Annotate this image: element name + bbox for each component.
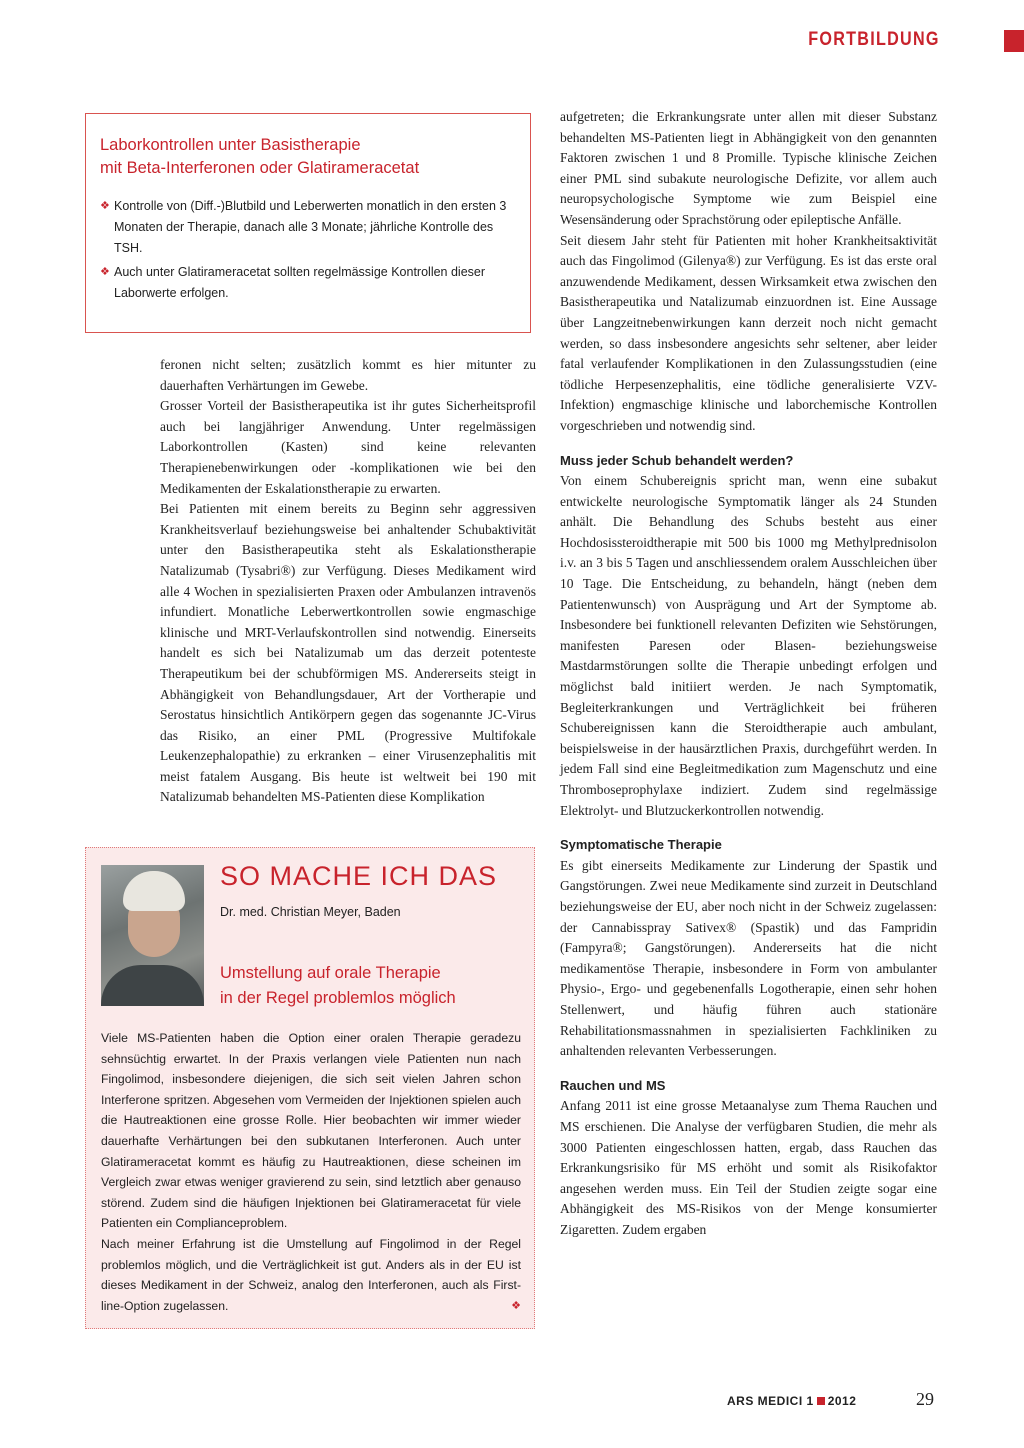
lab-box-title-line2: mit Beta-Interferonen oder Glatirameracetat: [100, 159, 420, 177]
diamond-bullet-icon: ❖: [100, 266, 110, 278]
journal-year: 2012: [827, 1394, 857, 1408]
diamond-bullet-icon: ❖: [100, 200, 110, 212]
list-item: [100, 196, 516, 259]
box-subtitle: [220, 961, 456, 1011]
so-mache-ich-das-box: [85, 847, 535, 1329]
lab-box-title-line1: Laborkontrollen unter Basistherapie: [100, 136, 361, 154]
section-label: FORTBILDUNG: [808, 29, 940, 50]
paragraph: [101, 1234, 521, 1316]
paragraph: Bei Patienten mit einem bereits zu Beginn sehr aggressiven Krankheitsverlauf beziehungsweise bei anhaltender Schubaktivität unter den Basistherapeutika steht als Eskalationstherapie Natalizumab (Tysabri®) zur Verfügung. Dieses Medikament wird alle 4 Wochen in spezialisierten Praxen oder Ambulanzen intravenös infundiert. Monatliche Leberwertkontrollen sowie engmaschige klinische und MRT-Verlaufskontrollen sind notwendig. Einerseits handelt es sich bei Natalizumab um das derzeit potenteste Therapeutikum bei der schubförmigen MS. Andererseits steigt in Abhängigkeit von Behandlungsdauer, Art der Vortherapie und Serostatus hinsichtlich Antikörpern gegen das sogenannte JC-Virus das Risiko, an einer PML (Progressive Multifokale Leukenzephalopathie) zu erkranken – einer Virusenzephalitis mit meist fatalem Ausgang. Bis heute ist weltweit bei 190 mit Natalizumab behandelten MS-Patienten diese Komplikation: [160, 501, 536, 805]
paragraph: Anfang 2011 ist eine grosse Metaanalyse zum Thema Rauchen und MS erschienen. Die Analyse der verfügbaren Studien, die mehr als 3000 Patienten eingeschlossen hatten, ergab, dass Rauchen das Erkrankungsrisiko für MS erhöht und somit als Risikofaktor angesehen werden muss. Ein Teil der Studien zeigte sogar eine Abhängigkeit des MS-Risikos von der Menge konsumierter Zigaretten. Zudem ergaben: [560, 1098, 937, 1237]
paragraph: Viele MS-Patienten haben die Option einer oralen Therapie geradezu sehnsüchtig erwartet. In der Praxis verlangen viele Patienten nun nach Fingolimod, insbesondere diejenigen, die sich seit vielen Jahren schon Interferone spritzen. Abgesehen vom Vermeiden der Injektionen spielen auch die Hautreaktionen eine grosse Rolle. Hier beobachten wir immer wieder dauerhafte Verhärtungen bei den subkutanen Interferonen. Auch unter Glatirameracetat kommt es häufig zu Hautreaktionen, diese scheinen im Vergleich zwar etwas weniger gravierend zu sein, sind letztlich aber genauso störend. Zudem sind die häufigen Injektionen bei Glatirameracetat für viele Patienten ein Complianceproblem.: [101, 1031, 521, 1231]
paragraph: Es gibt einerseits Medikamente zur Linderung der Spastik und Gangstörungen. Zwei neue Medikamente sind zurzeit in Deutschland beziehungsweise der EU, aber noch nicht in der Schweiz zugelassen: der Cannabisspray Sativex® (Spastik) und das Fampridin (Fampyra®; Gangstörungen). Andererseits hat die nicht medikamentöse Therapie, insbesondere in Form von ambulanter Physio-, Ergo- und gegebenenfalls Logotherapie, einen sehr hohen Stellenwert, und häufig führen auch stationäre Rehabilitationsmassnahmen in spezialisierten Fachkliniken zu anhaltenden relevanten Verbesserungen.: [560, 857, 937, 1059]
lab-box-list: [100, 196, 516, 304]
paragraph: Von einem Schubereignis spricht man, wenn eine subakut entwickelte neurologische Symptomatik länger als 24 Stunden anhält. Die Behandlung des Schubs besteht aus einer Hochdosissteroidtherapie mit 500 bis 1000 mg Methylprednisolon i.v. an 3 bis 5 Tagen und anschliessendem oralem Ausschleichen über 10 Tage. Die Entscheidung, zu behandeln, hängt (neben dem Patientenwunsch) von Ausprägung und Art der Symptome ab. Insbesondere bei funktionell relevanten Defiziten wie Sehstörungen, manifesten Paresen oder Blasen- beziehungsweise Mastdarmstörungen sollte die Therapie unbedingt erfolgen und möglichst bald initiiert werden. Je nach Symptomatik, Begleiterkrankungen und Verträglichkeit bei früheren Schubereignissen kann die Steroidtherapie auch ambulant, beispielsweise in der hausärztlichen Praxis, durchgeführt werden. In jedem Fall sind eine Begleitmedikation zum Magenschutz und eine Thromboseprophylaxe indiziert. Zudem sind regelmässige Elektrolyt- und Blutzuckerkontrollen notwendig.: [560, 473, 937, 818]
paragraph: feronen nicht selten; zusätzlich kommt es hier mitunter zu dauerhaften Verhärtungen im Gewebe.: [160, 357, 536, 393]
section-marker: [1004, 30, 1024, 52]
left-column: [160, 355, 536, 808]
section-heading: Rauchen und MS: [560, 1077, 666, 1093]
end-mark-icon: ❖: [511, 1299, 521, 1312]
journal-name: ARS MEDICI 1: [727, 1394, 814, 1408]
right-column: [560, 107, 937, 1240]
box-title: SO MACHE ICH DAS: [220, 861, 498, 891]
author-photo: [101, 865, 204, 1006]
page-number: 29: [916, 1389, 934, 1409]
section-heading: Muss jeder Schub behandelt werden?: [560, 452, 794, 468]
paragraph: aufgetreten; die Erkrankungsrate unter allen mit dieser Substanz behandelten MS-Patienten liegt in Abhängigkeit von den genannten Faktoren zwischen 1 und 8 Promille. Typische klinische Zeichen einer PML sind subakute neurologische Defizite, vor allem auch neuropsychologische Symptome wie zum Beispiel eine Wesensänderung oder Sprachstörung oder epileptische Anfälle.: [560, 109, 937, 227]
paragraph: Grosser Vorteil der Basistherapeutika ist ihr gutes Sicherheitsprofil auch bei langjähriger Anwendung. Unter regelmässigen Laborkontrollen (Kasten) sind keine relevanten Therapienebenwirkungen oder -komplikationen wie bei den Medikamenten der Eskalationstherapie zu erwarten.: [160, 398, 536, 496]
author-name: Dr. med. Christian Meyer, Baden: [220, 905, 401, 919]
section-heading: Symptomatische Therapie: [560, 837, 722, 853]
lab-box-title: [100, 134, 516, 180]
box-body: [101, 1028, 521, 1316]
paragraph-text: Nach meiner Erfahrung ist die Umstellung auf Fingolimod in der Regel problemlos möglich, und die Verträglichkeit ist gut. Anders als in der EU ist dieses Medikament in der Schweiz, analog den Interferonen, auch als First-line-Option zugelassen.: [101, 1236, 521, 1313]
list-item: [100, 262, 516, 304]
box-subtitle-line2: in der Regel problemlos möglich: [220, 989, 456, 1007]
box-subtitle-line1: Umstellung auf orale Therapie: [220, 964, 441, 982]
footer-marker: [817, 1397, 825, 1405]
paragraph: Seit diesem Jahr steht für Patienten mit hoher Krankheitsaktivität auch das Fingolimod (Gilenya®) zur Verfügung. Es ist das erste oral anzuwendende Medikament, dessen Wirksamkeit etwa zwischen den Basistherapeutika und Natalizumab einzuordnen ist. Eine Aussage über Langzeitnebenwirkungen kann derzeit noch nicht gemacht werden, so dass insbesondere angesichts sehr seltener, aber leider fatal verlaufender Komplikationen in den Zulassungsstudien (eine tödliche Herpesenzephalitis, eine tödliche generalisierte VZV-Infektion) engmaschige klinische und laborchemische Kontrollen vorgeschrieben und notwendig sind.: [560, 232, 937, 433]
footer-journal: [727, 1394, 856, 1408]
lab-control-box: [85, 113, 531, 333]
list-item-text: Auch unter Glatirameracetat sollten regelmässige Kontrollen dieser Laborwerte erfolgen.: [114, 265, 486, 300]
list-item-text: Kontrolle von (Diff.-)Blutbild und Leberwerten monatlich in den ersten 3 Monaten der Therapie, danach alle 3 Monate; jährliche Kontrolle des TSH.: [114, 199, 507, 255]
